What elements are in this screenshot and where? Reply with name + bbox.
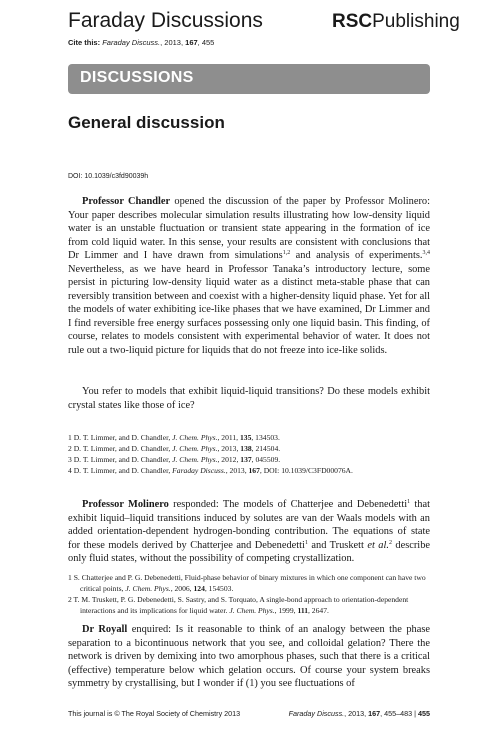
publisher-logo-bold: RSC xyxy=(332,11,373,32)
section-banner-label: DISCUSSIONS xyxy=(80,69,194,86)
footer-year: , 2013, xyxy=(344,709,369,718)
ref-pages: , 134503. xyxy=(251,433,280,442)
ref-text: T. M. Truskett, P. G. Debenedetti, S. Sastry, and S. Torquato, A single-bond approach to orientation-dependent interactions and its implications for liquid water. xyxy=(71,595,409,615)
text-run: Nevertheless, as we have heard in Professor Tanaka’s introductory lecture, some persist in picturing low-density liquid water as a distinct meta-stable phase that can reversibly transition between and coexist with a higher-density liquid phase. Yet for all the models of water exhibiting ice-like phases that we have examined, Dr Limmer and I find reversible free energy surfaces possessing only one liquid basin. This finding, of course, relates to models consistent with experimental behavior of water. It does not rule out a two-liquid picture for liquids that do not freeze into ice-like solids. xyxy=(68,263,430,357)
ref-year: , 2013, xyxy=(217,444,241,453)
reference-item xyxy=(68,594,430,616)
text-run: describe only fluid states, without the possibility of competing crystallization. xyxy=(68,539,431,565)
reference-item xyxy=(68,465,430,476)
paragraph-followup: You refer to models that exhibit liquid-liquid transitions? Do these models exhibit crystal states like those of ice? xyxy=(68,386,430,411)
reference-item xyxy=(68,572,430,594)
ref-text: D. T. Limmer, and D. Chandler, xyxy=(71,466,173,475)
reference-list-2 xyxy=(68,572,430,616)
ref-year: , 2006, xyxy=(170,584,194,593)
ref-journal: Faraday Discuss. xyxy=(172,466,226,475)
citation-superscript: 1 xyxy=(407,499,411,505)
ref-number: 4 xyxy=(68,466,72,475)
citation-superscript: 3,4 xyxy=(422,250,430,257)
citation-line xyxy=(68,38,214,47)
ref-journal: J. Chem. Phys. xyxy=(172,433,218,442)
ref-journal: J. Chem. Phys. xyxy=(172,444,218,453)
doi: DOI: 10.1039/c3fd90039h xyxy=(68,173,149,180)
ref-journal: J. Chem. Phys. xyxy=(125,584,171,593)
page-footer xyxy=(68,709,430,718)
ref-pages: , 2647. xyxy=(308,606,329,615)
ref-volume: 167 xyxy=(248,466,260,475)
ref-number: 1 xyxy=(68,573,72,582)
ref-volume: 111 xyxy=(297,606,308,615)
footer-pages: , 455–483 | xyxy=(380,709,418,718)
citation-superscript: 1 xyxy=(304,539,308,546)
et-al: et al. xyxy=(367,539,389,551)
text-run: and analysis of experiments. xyxy=(290,250,423,262)
ref-volume: 137 xyxy=(240,455,252,464)
text-run: that exhibit liquid–liquid transitions induced by solutes are van der Waals models with an added orientation-dependent hydrogen-bonding contribution. The equations of state for these models derived by Chatterjee and Debenedetti xyxy=(68,499,430,551)
publisher-logo xyxy=(332,11,460,33)
text-run: and Truskett xyxy=(307,539,368,551)
ref-year: , 2013, xyxy=(225,466,249,475)
text-run: responded: The models of Chatterjee and Debenedetti xyxy=(168,499,408,510)
ref-pages: , 214504. xyxy=(251,444,281,453)
speaker-name: Professor Molinero xyxy=(82,499,169,510)
footer-citation xyxy=(289,709,430,718)
paragraph-molinero xyxy=(68,498,430,566)
ref-volume: 138 xyxy=(240,444,252,453)
speaker-name: Professor Chandler xyxy=(82,196,171,207)
reference-item xyxy=(68,454,430,465)
ref-text: D. T. Limmer, and D. Chandler, xyxy=(71,455,173,464)
ref-number: 2 xyxy=(68,444,72,453)
ref-number: 3 xyxy=(68,455,72,464)
ref-number: 2 xyxy=(68,595,72,604)
reference-item xyxy=(68,432,430,443)
ref-number: 1 xyxy=(68,433,72,442)
cite-year: , 2013, xyxy=(160,38,186,47)
reference-item xyxy=(68,443,430,454)
text-run: enquired: Is it reasonable to think of an analogy between the phase separation to a bicontinuous network that you see, and colloidal gelation? There the network is driven by demixing into two amorphous phases, such that there is a critical (effective) temperature below which gelation occurs. Of course your system breaks symmetry by crystallising, but I wonder if (1) you see fluctuations of xyxy=(68,624,430,690)
ref-text: D. T. Limmer, and D. Chandler, xyxy=(71,433,173,442)
journal-name: Faraday Discussions xyxy=(68,9,263,32)
cite-label: Cite this: xyxy=(68,38,101,47)
cite-volume: 167 xyxy=(185,38,198,47)
ref-journal: J. Chem. Phys. xyxy=(172,455,218,464)
section-banner xyxy=(68,64,430,94)
ref-journal: J. Chem. Phys. xyxy=(229,606,275,615)
ref-volume: 124 xyxy=(193,584,205,593)
ref-pages: , 045509. xyxy=(251,455,281,464)
footer-volume: 167 xyxy=(368,709,381,718)
text-run: opened the discussion of the paper by Professor Molinero: Your paper describes molecular simulation results illustrating how low-density liquid water is an unstable fluctuation or transient state appearing in the formation of ice from cold liquid water. In this sense, your results are consistent with conclusions that Dr Limmer and I have drawn from simulations xyxy=(68,196,430,262)
ref-volume: 135 xyxy=(239,433,252,442)
cite-page: , 455 xyxy=(197,38,215,47)
publisher-logo-rest: Publishing xyxy=(372,11,460,32)
ref-pages: , 154503. xyxy=(204,584,234,593)
paragraph-chandler xyxy=(68,195,430,358)
ref-text: S. Chatterjee and P. G. Debenedetti, Fluid-phase behavior of binary mixtures in which one component can have two critical points, xyxy=(71,573,426,593)
page-number: 455 xyxy=(418,709,430,718)
citation-superscript: 2 xyxy=(388,539,392,546)
speaker-name: Dr Royall xyxy=(82,624,128,635)
footer-journal: Faraday Discuss. xyxy=(288,709,345,718)
ref-year: , 2011, xyxy=(217,433,240,442)
paragraph-royall xyxy=(68,623,430,691)
ref-year: , 2012, xyxy=(217,455,241,464)
copyright-notice: This journal is © The Royal Society of Chemistry 2013 xyxy=(68,709,241,718)
cite-journal: Faraday Discuss. xyxy=(102,38,161,47)
citation-superscript: 1,2 xyxy=(282,250,291,257)
reference-list-1 xyxy=(68,432,430,476)
ref-year: , 1999, xyxy=(274,606,298,615)
article-title: General discussion xyxy=(68,113,225,132)
ref-text: D. T. Limmer, and D. Chandler, xyxy=(71,444,173,453)
ref-pages: , DOI: 10.1039/C3FD00076A. xyxy=(259,466,353,475)
